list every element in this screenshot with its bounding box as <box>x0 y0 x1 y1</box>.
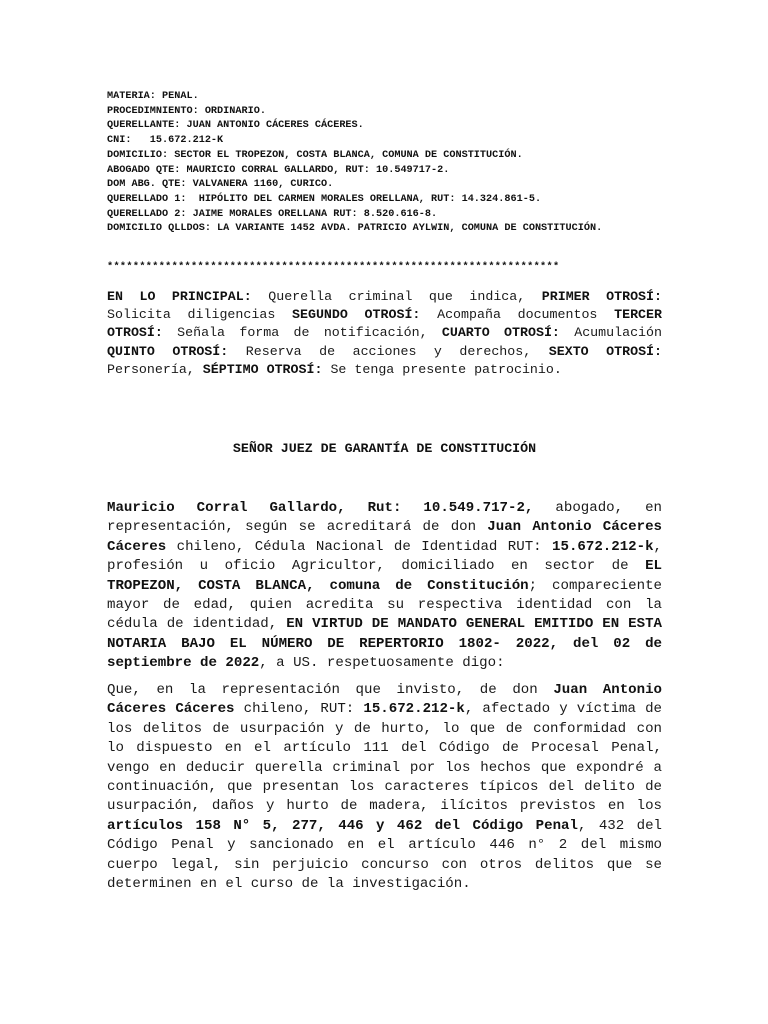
otrosi-1-text: Solicita diligencias <box>107 307 292 323</box>
otrosi-6-text: Personería, <box>107 361 203 377</box>
header-querellado-2: QUERELLADO 2: JAIME MORALES ORELLANA RUT: 8.520.616-8. <box>107 208 438 220</box>
court-title: SEÑOR JUEZ DE GARANTÍA DE CONSTITUCIÓN <box>232 441 537 456</box>
otrosi-1-label: PRIMER OTROSÍ: <box>541 289 662 304</box>
header-querellado-1: QUERELLADO 1: HIPÓLITO DEL CARMEN MORALES ORELLANA, RUT: 14.324.861-5. <box>107 193 542 205</box>
p2-text-1: Que, en la representación que invisto, de don <box>107 682 554 698</box>
summary-paragraph <box>107 288 662 379</box>
client-address: EL TROPEZON, COSTA BLANCA, comuna de Constitución <box>107 558 662 594</box>
otrosi-4-label: CUARTO OTROSÍ: <box>441 325 560 341</box>
client-rut: 15.672.212-k <box>552 538 654 555</box>
otrosi-2-text: Acompaña documentos <box>420 307 615 323</box>
client-name: Juan Antonio Cáceres Cáceres <box>107 519 662 555</box>
otrosi-3-text: Señala forma de notificación, <box>162 325 442 341</box>
mandate-reference: EN VIRTUD DE MANDATO GENERAL EMITIDO EN ESTA NOTARIA BAJO EL NÚMERO DE REPERTORIO 1802- 2022, del 02 de septiembre de 2022 <box>107 616 662 672</box>
body-paragraph-1 <box>107 499 662 674</box>
otrosi-5-text: Reserva de acciones y derechos, <box>228 343 549 359</box>
p1-text-2: chileno, Cédula Nacional de Identidad RUT: <box>166 538 553 555</box>
header-materia: MATERIA: PENAL. <box>107 91 199 102</box>
p1-text-5: , a US. respetuosamente digo: <box>259 655 505 672</box>
header-procedimiento: PROCEDIMNIENTO: ORDINARIO. <box>107 105 266 117</box>
p2-text-4: , 432 del Código Penal y sancionado en el artículo 446 n° 2 del mismo cuerpo legal, sin perjuicio concurso con otros delitos que se determinen en el curso de la investigación. <box>107 817 662 893</box>
otrosi-7-text: Se tenga presente patrocinio. <box>322 361 562 377</box>
p1-text-4: ; compareciente mayor de edad, quien acredita su respectiva identidad con la cédula de identidad, <box>107 577 662 633</box>
header-domicilio: DOMICILIO: SECTOR EL TROPEZON, COSTA BLANCA, COMUNA DE CONSTITUCIÓN. <box>107 149 523 161</box>
header-domicilio-querellados: DOMICILIO QLLDOS: LA VARIANTE 1452 AVDA. PATRICIO AYLWIN, COMUNA DE CONSTITUCIÓN. <box>107 223 603 235</box>
p2-text-2: chileno, RUT: <box>234 701 364 718</box>
p1-text-1: abogado, en representación, según se acreditará de don <box>107 500 663 536</box>
header-cni: CNI: 15.672.212-K <box>107 135 224 147</box>
p2-text-3: , afectado y víctima de los delitos de usurpación y de hurto, lo que de conformidad con lo dispuesto en el artículo 111 del Código de Procesal Penal, vengo en deducir querella criminal por los hechos que expondré a continuación, que presentan los caracteres típicos del delito de usurpación, daños y hurto de madera, ilícitos previstos en los <box>107 701 662 815</box>
asterisk-separator: ********************************************************************** <box>107 262 560 273</box>
p1-text-3: , profesión u oficio Agricultor, domiciliado en sector de <box>107 538 662 575</box>
p2-client-rut: 15.672.212-k <box>363 701 465 718</box>
principal-text: Querella criminal que indica, <box>251 289 542 304</box>
otrosi-2-label: SEGUNDO OTROSÍ: <box>292 307 421 323</box>
header-dom-abogado: DOM ABG. QTE: VALVANERA 1160, CURICO. <box>107 179 334 191</box>
penal-articles: artículos 158 N° 5, 277, 446 y 462 del Código Penal <box>107 817 578 834</box>
lawyer-identification: Mauricio Corral Gallardo, Rut: 10.549.717-2, <box>107 500 534 516</box>
otrosi-7-label: SÉPTIMO OTROSÍ: <box>202 361 323 377</box>
otrosi-6-label: SEXTO OTROSÍ: <box>548 343 663 359</box>
otrosi-5-label: QUINTO OTROSÍ: <box>107 343 229 359</box>
principal-label: EN LO PRINCIPAL: <box>107 289 252 304</box>
header-querellante: QUERELLANTE: JUAN ANTONIO CÁCERES CÁCERES. <box>107 120 364 132</box>
case-header <box>107 90 707 237</box>
body-paragraph-2 <box>107 681 662 894</box>
p2-client-name: Juan Antonio Cáceres Cáceres <box>107 682 662 718</box>
otrosi-4-text: Acumulación <box>559 325 662 341</box>
otrosi-3-label: TERCER OTROSÍ: <box>107 307 662 341</box>
header-abogado: ABOGADO QTE: MAURICIO CORRAL GALLARDO, RUT: 10.549717-2. <box>107 164 450 176</box>
